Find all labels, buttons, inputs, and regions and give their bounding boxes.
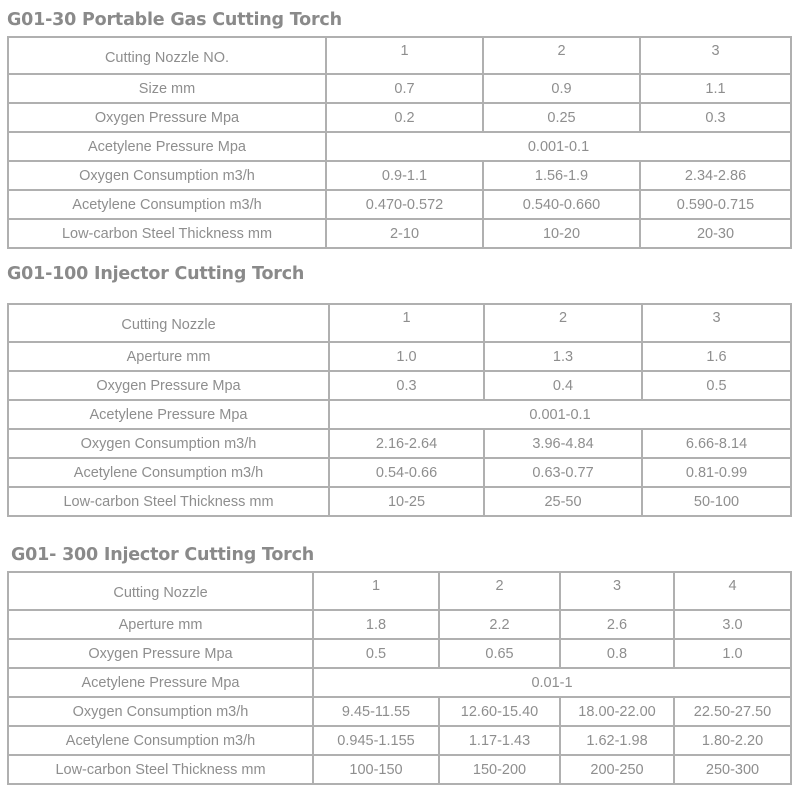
table-cell: 25-50 (484, 487, 642, 516)
row-label: Acetylene Pressure Mpa (8, 132, 326, 161)
table-row (8, 487, 791, 516)
table-cell: 0.81-0.99 (642, 458, 791, 487)
table-row (8, 132, 791, 161)
table-cell: 0.8 (560, 639, 674, 668)
table-cell: 0.5 (642, 371, 791, 400)
row-label: Acetylene Consumption m3/h (8, 190, 326, 219)
table-cell: 3.0 (674, 610, 791, 639)
spec-table-g01-30 (7, 36, 792, 249)
row-label: Oxygen Pressure Mpa (8, 103, 326, 132)
table-cell: 0.7 (326, 74, 483, 103)
table-cell: 0.65 (439, 639, 560, 668)
table-cell: 22.50-27.50 (674, 697, 791, 726)
row-label: Acetylene Pressure Mpa (8, 668, 313, 697)
table-row (8, 639, 791, 668)
merged-cell: 0.001-0.1 (326, 132, 791, 161)
table-row (8, 755, 791, 784)
table-cell: 1.62-1.98 (560, 726, 674, 755)
section-title-g01-30: G01-30 Portable Gas Cutting Torch (7, 10, 342, 30)
table-cell: 10-25 (329, 487, 484, 516)
table-row (8, 37, 791, 74)
table-cell: 9.45-11.55 (313, 697, 439, 726)
row-label: Size mm (8, 74, 326, 103)
table-row (8, 458, 791, 487)
row-label: Acetylene Pressure Mpa (8, 400, 329, 429)
table-row (8, 304, 791, 342)
table-cell: 0.4 (484, 371, 642, 400)
table-cell: 1.80-2.20 (674, 726, 791, 755)
table-cell: 0.945-1.155 (313, 726, 439, 755)
row-label: Oxygen Pressure Mpa (8, 639, 313, 668)
table-row (8, 103, 791, 132)
row-label: Acetylene Consumption m3/h (8, 458, 329, 487)
table-cell: 2.34-2.86 (640, 161, 791, 190)
table-cell: 1.56-1.9 (483, 161, 640, 190)
row-label: Oxygen Consumption m3/h (8, 697, 313, 726)
table-cell: 0.3 (640, 103, 791, 132)
table-row (8, 697, 791, 726)
table-cell: 3 (640, 37, 791, 74)
table-cell: 0.5 (313, 639, 439, 668)
table-row (8, 371, 791, 400)
table-cell: 12.60-15.40 (439, 697, 560, 726)
table-cell: 2 (484, 304, 642, 342)
row-label: Acetylene Consumption m3/h (8, 726, 313, 755)
table-cell: 2.6 (560, 610, 674, 639)
table-cell: 1 (326, 37, 483, 74)
merged-cell: 0.01-1 (313, 668, 791, 697)
section-title-g01-100: G01-100 Injector Cutting Torch (7, 264, 305, 284)
table-cell: 50-100 (642, 487, 791, 516)
table-cell: 2 (483, 37, 640, 74)
merged-cell: 0.001-0.1 (329, 400, 791, 429)
table-row (8, 726, 791, 755)
table-cell: 1.17-1.43 (439, 726, 560, 755)
table-row (8, 161, 791, 190)
table-cell: 0.25 (483, 103, 640, 132)
row-label: Oxygen Consumption m3/h (8, 161, 326, 190)
table-cell: 0.540-0.660 (483, 190, 640, 219)
table-cell: 1.1 (640, 74, 791, 103)
table-cell: 0.3 (329, 371, 484, 400)
row-label: Low-carbon Steel Thickness mm (8, 755, 313, 784)
row-label: Cutting Nozzle (8, 572, 313, 610)
table-cell: 3 (560, 572, 674, 610)
table-cell: 0.63-0.77 (484, 458, 642, 487)
table-row (8, 190, 791, 219)
table-cell: 150-200 (439, 755, 560, 784)
table-cell: 0.54-0.66 (329, 458, 484, 487)
table-row (8, 219, 791, 248)
table-cell: 2.16-2.64 (329, 429, 484, 458)
table-cell: 1.8 (313, 610, 439, 639)
table-cell: 2.2 (439, 610, 560, 639)
section-title-g01-300: G01- 300 Injector Cutting Torch (11, 545, 315, 565)
table-cell: 1 (329, 304, 484, 342)
row-label: Aperture mm (8, 610, 313, 639)
row-label: Cutting Nozzle (8, 304, 329, 342)
table-cell: 0.470-0.572 (326, 190, 483, 219)
table-cell: 20-30 (640, 219, 791, 248)
table-row (8, 572, 791, 610)
table-row (8, 74, 791, 103)
row-label: Cutting Nozzle NO. (8, 37, 326, 74)
table-cell: 0.590-0.715 (640, 190, 791, 219)
spec-table-g01-300 (7, 571, 792, 785)
table-cell: 0.9-1.1 (326, 161, 483, 190)
table-row (8, 342, 791, 371)
row-label: Low-carbon Steel Thickness mm (8, 487, 329, 516)
table-cell: 250-300 (674, 755, 791, 784)
row-label: Aperture mm (8, 342, 329, 371)
table-row (8, 400, 791, 429)
table-cell: 18.00-22.00 (560, 697, 674, 726)
table-row (8, 668, 791, 697)
table-cell: 1.0 (329, 342, 484, 371)
table-row (8, 429, 791, 458)
table-cell: 1 (313, 572, 439, 610)
table-cell: 10-20 (483, 219, 640, 248)
table-cell: 6.66-8.14 (642, 429, 791, 458)
table-cell: 3 (642, 304, 791, 342)
table-cell: 1.0 (674, 639, 791, 668)
table-cell: 0.2 (326, 103, 483, 132)
row-label: Oxygen Pressure Mpa (8, 371, 329, 400)
table-cell: 0.9 (483, 74, 640, 103)
table-cell: 100-150 (313, 755, 439, 784)
spec-table-g01-100 (7, 303, 792, 517)
row-label: Oxygen Consumption m3/h (8, 429, 329, 458)
table-cell: 3.96-4.84 (484, 429, 642, 458)
row-label: Low-carbon Steel Thickness mm (8, 219, 326, 248)
table-cell: 2-10 (326, 219, 483, 248)
table-cell: 4 (674, 572, 791, 610)
table-cell: 1.6 (642, 342, 791, 371)
table-cell: 200-250 (560, 755, 674, 784)
table-row (8, 610, 791, 639)
table-cell: 1.3 (484, 342, 642, 371)
table-cell: 2 (439, 572, 560, 610)
